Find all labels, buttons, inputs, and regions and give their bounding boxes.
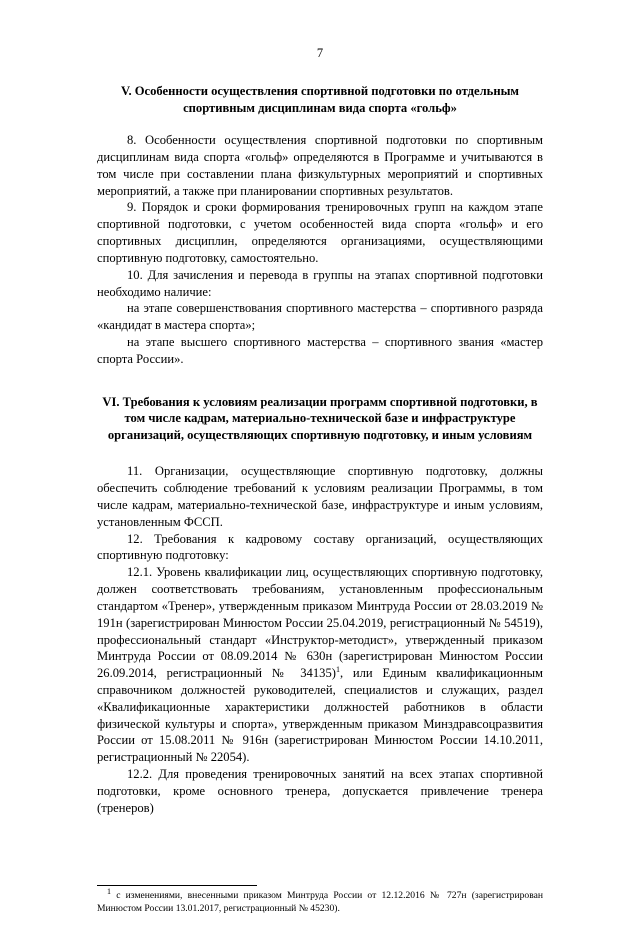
footnote-area (97, 873, 543, 915)
document-body (97, 61, 543, 816)
footnote-body: с изменениями, внесенными приказом Минтруда России от 12.12.2016 № 727н (зарегистрирован Минюстом России 13.01.2017, регистрационный № 45230). (97, 890, 543, 914)
paragraph-12: 12. Требования к кадровому составу организаций, осуществляющих спортивную подготовку: (97, 531, 543, 563)
paragraph-10-item-2: на этапе высшего спортивного мастерства – спортивного звания «мастер спорта России». (97, 334, 543, 366)
page-number: 7 (316, 46, 324, 60)
footnote-marker: 1 (107, 886, 111, 896)
paragraph-12-1 (97, 564, 543, 766)
paragraph-10: 10. Для зачисления и перевода в группы на этапах спортивной подготовки необходимо наличие: (97, 267, 543, 299)
paragraph-10-item-1: на этапе совершенствования спортивного мастерства – спортивного разряда «кандидат в мастера спорта»; (97, 301, 543, 333)
paragraph-9: 9. Порядок и сроки формирования тренировочных групп на каждом этапе спортивной подготовки, с учетом особенностей вида спорта «гольф» и его спортивных дисциплин, определяются организациями, осуществляющими спортивную подготовку, самостоятельно. (97, 200, 543, 265)
paragraph-11: 11. Организации, осуществляющие спортивную подготовку, должны обеспечить соблюдение требований к условиям реализации Программы, в том числе кадрам, материально-технической базе, инфраструктуре и иным условиям, установленным ФССП. (97, 464, 543, 529)
footnote-reference-marker: 1 (335, 664, 340, 674)
footnote-text (97, 886, 543, 915)
paragraph-8: 8. Особенности осуществления спортивной подготовки по спортивным дисциплинам вида спорта «гольф» определяются в Программе и учитываются в том числе при составлении плана физкультурных мероприятий и спортивных мероприятий, а также при планировании спортивных результатов. (97, 133, 543, 198)
paragraph-12-1-part2: , или Единым квалификационным справочником должностей руководителей, специалистов и служащих, раздел «Квалификационные характеристики должностей работников в области физической культуры и спорта», утвержденным приказом Минздравсоцразвития России от 15.08.2011 № 916н (зарегистрирован Минюстом России 14.10.2011, регистрационный № 22054). (97, 666, 543, 765)
paragraph-12-2: 12.2. Для проведения тренировочных занятий на всех этапах спортивной подготовки, кроме основного тренера, допускается привлечение тренера (тренеров) (97, 767, 543, 815)
section-heading-v: V. Особенности осуществления спортивной подготовки по отдельным спортивным дисциплинам вида спорта «гольф» (120, 84, 520, 115)
document-page (0, 46, 640, 951)
section-heading-vi: VI. Требования к условиям реализации программ спортивной подготовки, в том числе кадрам, материально-технической базе и инфраструктуре организаций, осуществляющих спортивную подготовку, и иным условиям (102, 394, 538, 442)
paragraph-12-1-part1: 12.1. Уровень квалификации лиц, осуществляющих спортивную подготовку, должен соответствовать требованиям, установленным профессиональным стандартом «Тренер», утвержденным приказом Минтруда России от 28.03.2019 № 191н (зарегистрирован Минюстом России 25.04.2019, регистрационный № 54519), профессиональный стандарт «Инструктор-методист», утвержденный приказом Минтруда России от 08.09.2014 № 630н (зарегистрирован Минюстом России 26.09.2014, регистрационный № 34135) (97, 565, 543, 681)
footnote-separator (97, 885, 257, 886)
